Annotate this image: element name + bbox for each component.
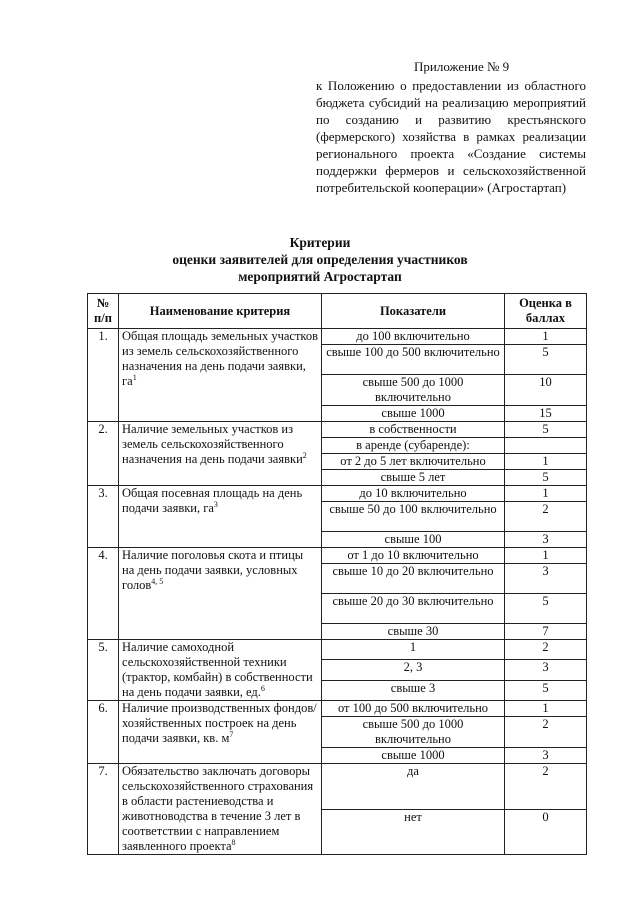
table-header-row [88, 294, 587, 329]
indicator: свыше 3 [322, 680, 505, 700]
indicator: от 1 до 10 включительно [322, 548, 505, 564]
indicator: нет [322, 809, 505, 855]
criteria-table [87, 293, 587, 855]
indicator: в собственности [322, 422, 505, 438]
score: 15 [505, 406, 587, 422]
header-num: № п/п [88, 294, 119, 329]
score: 5 [505, 594, 587, 624]
indicator: свыше 50 до 100 включительно [322, 502, 505, 532]
footnote-ref: 3 [213, 499, 218, 509]
criterion-name-cell [119, 701, 322, 764]
score: 2 [505, 502, 587, 532]
annex-title: Приложение № 9 [414, 59, 510, 74]
indicator: в аренде (субаренде): [322, 438, 505, 454]
score: 1 [505, 329, 587, 345]
footnote-ref: 4, 5 [151, 576, 164, 586]
criterion-number: 6. [88, 701, 119, 764]
criterion-name-cell [119, 640, 322, 701]
header-score: Оценка в баллах [505, 294, 587, 329]
criterion-number: 2. [88, 422, 119, 486]
criterion-name-cell [119, 486, 322, 548]
indicator: от 100 до 500 включительно [322, 701, 505, 717]
criterion-name: Обязательство заключать договоры сельскохозяйственного страхования в области растениеводства и животноводства в течение 3 лет в соответствии с направлением заявленного проекта [122, 764, 314, 853]
score: 5 [505, 345, 587, 375]
indicator: свыше 5 лет [322, 470, 505, 486]
indicator: до 10 включительно [322, 486, 505, 502]
score: 1 [505, 548, 587, 564]
score: 2 [505, 764, 587, 810]
title-line-1: Критерии [289, 235, 351, 250]
criterion-name-cell [119, 548, 322, 640]
score: 2 [505, 717, 587, 748]
criterion-name-cell [119, 329, 322, 422]
criterion-name-cell [119, 422, 322, 486]
indicator: свыше 10 до 20 включительно [322, 564, 505, 594]
score: 5 [505, 470, 587, 486]
table-row [88, 640, 587, 660]
criterion-name-cell [119, 764, 322, 855]
criterion-number: 5. [88, 640, 119, 701]
score: 3 [505, 532, 587, 548]
indicator: от 2 до 5 лет включительно [322, 454, 505, 470]
title-line-2: оценки заявителей для определения участников [172, 252, 468, 267]
criterion-number: 1. [88, 329, 119, 422]
table-row [88, 548, 587, 564]
table-row [88, 329, 587, 345]
table-row [88, 701, 587, 717]
indicator: до 100 включительно [322, 329, 505, 345]
table-row [88, 422, 587, 438]
criterion-name: Наличие земельных участков из земель сельскохозяйственного назначения на день подачи заявки [122, 422, 303, 466]
indicator: свыше 100 до 500 включительно [322, 345, 505, 375]
header-indicators: Показатели [322, 294, 505, 329]
indicator: свыше 100 [322, 532, 505, 548]
footnote-ref: 2 [302, 450, 307, 460]
criterion-name: Наличие производственных фондов/хозяйственных построек на день подачи заявки, кв. м [122, 701, 317, 745]
score: 1 [505, 486, 587, 502]
title-line-3: мероприятий Агростартап [238, 269, 402, 284]
score: 1 [505, 454, 587, 470]
footnote-ref: 8 [231, 837, 236, 847]
annex-text: к Положению о предоставлении из областного бюджета субсидий на реализацию мероприятий по созданию и развитию крестьянского (фермерского) хозяйства в рамках реализации регионального проекта «Создание системы поддержки фермеров и сельскохозяйственной потребительской кооперации» (Агростартап) [316, 78, 586, 195]
criterion-number: 4. [88, 548, 119, 640]
indicator: свыше 20 до 30 включительно [322, 594, 505, 624]
footnote-ref: 7 [229, 729, 234, 739]
score: 1 [505, 701, 587, 717]
score: 3 [505, 660, 587, 680]
indicator: да [322, 764, 505, 810]
indicator: свыше 500 до 1000 включительно [322, 375, 505, 406]
score: 3 [505, 564, 587, 594]
score: 5 [505, 680, 587, 700]
footnote-ref: 6 [260, 683, 265, 693]
score: 0 [505, 809, 587, 855]
header-name: Наименование критерия [119, 294, 322, 329]
criteria-body [88, 329, 587, 855]
criterion-name: Общая площадь земельных участков из земель сельскохозяйственного назначения на день подачи заявки, га [122, 329, 319, 388]
score: 5 [505, 422, 587, 438]
criterion-name: Наличие самоходной сельскохозяйственной техники (трактор, комбайн) в собственности на день подачи заявки, ед. [122, 640, 313, 699]
table-row [88, 764, 587, 810]
document-title [0, 234, 640, 285]
score: 10 [505, 375, 587, 406]
score [505, 438, 587, 454]
indicator: свыше 1000 [322, 406, 505, 422]
score: 2 [505, 640, 587, 660]
indicator: 1 [322, 640, 505, 660]
criterion-name: Наличие поголовья скота и птицы на день подачи заявки, условных голов [122, 548, 304, 592]
indicator: свыше 1000 [322, 748, 505, 764]
score: 3 [505, 748, 587, 764]
indicator: 2, 3 [322, 660, 505, 680]
criterion-name: Общая посевная площадь на день подачи заявки, га [122, 486, 303, 515]
table-row [88, 486, 587, 502]
criterion-number: 7. [88, 764, 119, 855]
footnote-ref: 1 [132, 372, 137, 382]
criterion-number: 3. [88, 486, 119, 548]
annex-block [316, 58, 586, 196]
indicator: свыше 500 до 1000 включительно [322, 717, 505, 748]
score: 7 [505, 624, 587, 640]
indicator: свыше 30 [322, 624, 505, 640]
